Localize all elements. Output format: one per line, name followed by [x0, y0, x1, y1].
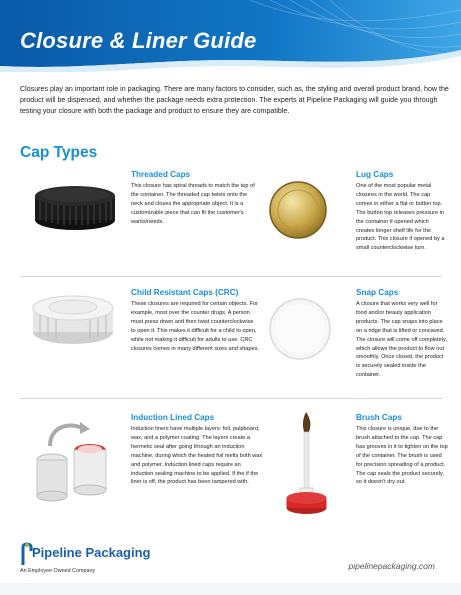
crc-caps-description: These closures are required for certain objects. For example, most over the counter drugs. A person must press down and then twist counterclockwise to open it. This makes it difficult for a child to open, while not making it difficult for adults to use. CRC closures comes in many different sizes and shapes. [131, 301, 259, 352]
crc-caps-title: Child Resistant Caps (CRC) [131, 288, 239, 297]
header-banner [0, 0, 461, 72]
lug-cap-image [261, 180, 335, 245]
pipeline-packaging-logo [20, 541, 170, 581]
induction-caps-title: Induction Lined Caps [131, 413, 215, 422]
snap-caps-description: A closure that works very well for food and/or beauty application products. The cap snaps into place on a ridge that is lifted or concaved. The closure will come off completely, which allows the product to flow out smoothly. Once closed, the product is securely sealed inside the container. [356, 301, 447, 379]
threaded-caps-title: Threaded Caps [131, 170, 191, 179]
footer-band [0, 583, 461, 595]
row-divider [20, 398, 442, 399]
brush-caps-description: This closure is unique, due to the brush attached to the cap. The cap has grooves in it to tighten on the top of the container. The brush is used for precision spreading of a product. The cap seals the product securely, so it doesn't dry out. [356, 426, 448, 486]
induction-cap-image [30, 416, 122, 513]
brush-caps-title: Brush Caps [356, 413, 402, 422]
logo-tagline: An Employee Owned Company [20, 568, 96, 574]
snap-caps-title: Snap Caps [356, 288, 399, 297]
section-title: Cap Types [20, 144, 98, 161]
brush-cap-image [282, 410, 332, 525]
website-link[interactable]: pipelinepackaging.com [348, 561, 435, 571]
crc-cap-image [28, 290, 118, 353]
lug-caps-title: Lug Caps [356, 170, 394, 179]
row-divider [20, 276, 442, 277]
intro-paragraph: Closures play an important role in packaging. There are many factors to consider, such as, the styling and overall product brand, how the product will be dispensed, and whether the package needs extra protection. The experts at Pipeline Packaging will guide you through testing your closure with both the package and product to ensure they are compatible. [20, 85, 449, 115]
page-title: Closure & Liner Guide [20, 28, 257, 53]
lug-caps-description: One of the most popular metal closures in the world. The cap comes in either a flat or button top. The button top releases pressure in the container if opened which creates longer shelf life for the product. This closure if opened by a small counterclockwise turn. [356, 183, 445, 252]
snap-cap-image [262, 298, 338, 365]
induction-caps-description: Induction liners have multiple layers: foil, pulpboard, wax, and a polymer coating. The layers create a hermetic seal after going through an induction machine, during which the heated foil melts both wax and polymer. Induction lined caps require an induction sealing machine to be applied. If the if the liner is off, the product has been tampered with. [131, 426, 263, 486]
threaded-cap-image [30, 180, 120, 240]
logo-name: Pipeline Packaging [32, 545, 151, 560]
threaded-caps-description: This closure has spiral threads to match the top of the container. The threaded cap twists onto the neck and closes the appropriate object. It is a customizable piece that can fit the customer's wants/needs. [131, 183, 255, 225]
